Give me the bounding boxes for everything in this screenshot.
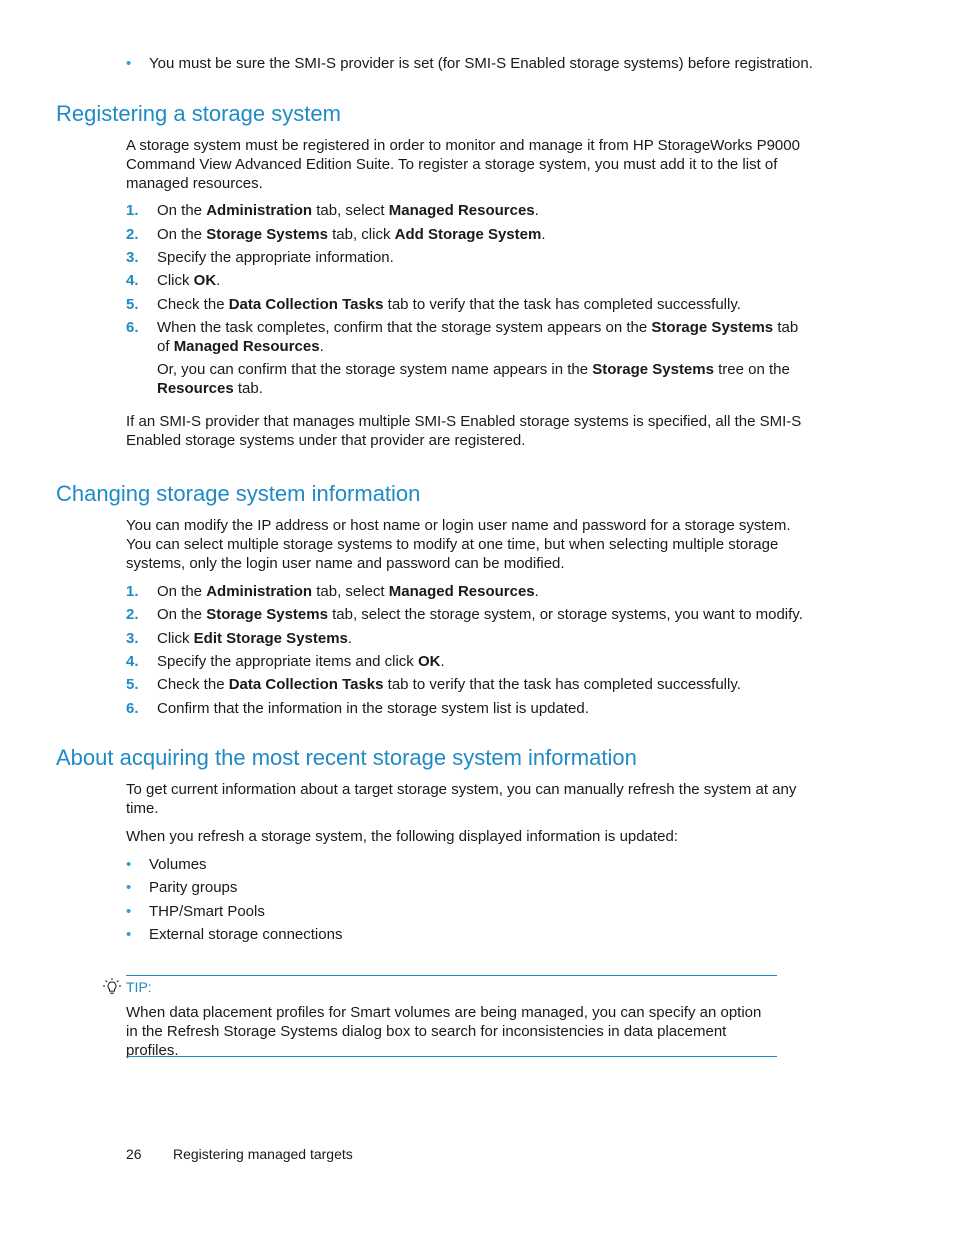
lightbulb-icon [102, 977, 122, 997]
step-number: 6. [126, 319, 139, 336]
footer-page-number: 26 [126, 1146, 142, 1162]
bullet-marker: • [126, 903, 132, 920]
step-number: 5. [126, 676, 139, 693]
tip-top-rule [126, 975, 777, 976]
section-heading-changing: Changing storage system information [56, 481, 421, 506]
section1-paragraph: A storage system must be registered in order to monitor and manage it from HP StorageWorks P9000 Command View Advanced Edition Suite. To register a storage system, you must add it to the list of managed resources. [126, 137, 800, 192]
step-number: 5. [126, 296, 139, 313]
step-number: 2. [126, 606, 139, 623]
step-number: 4. [126, 272, 139, 289]
step-text: Specify the appropriate information. [157, 249, 394, 266]
step-number: 6. [126, 700, 139, 717]
step-text: Click Edit Storage Systems. [157, 630, 353, 647]
step-text: On the Administration tab, select Managed Resources. [157, 583, 539, 600]
section3-paragraph-2: When you refresh a storage system, the following displayed information is updated: [126, 828, 678, 845]
step-text: On the Administration tab, select Managed Resources. [157, 202, 539, 219]
step-number: 3. [126, 630, 139, 647]
step-text: Check the Data Collection Tasks tab to verify that the task has completed successfully. [157, 296, 741, 313]
step-number: 2. [126, 226, 139, 243]
step-number: 3. [126, 249, 139, 266]
step-text: On the Storage Systems tab, click Add Storage System. [157, 226, 546, 243]
footer-title: Registering managed targets [173, 1146, 353, 1162]
intro-bullet-text: You must be sure the SMI-S provider is set (for SMI-S Enabled storage systems) before registration. [149, 55, 813, 72]
step-number: 1. [126, 583, 139, 600]
bullet-marker: • [126, 926, 132, 943]
section3-paragraph-1: To get current information about a target storage system, you can manually refresh the system at any time. [126, 781, 797, 817]
step-number: 4. [126, 653, 139, 670]
tip-text: When data placement profiles for Smart volumes are being managed, you can specify an option in the Refresh Storage Systems dialog box to search for inconsistencies in data placement profiles. [126, 1004, 762, 1059]
section2-paragraph: You can modify the IP address or host name or login user name and password for a storage system. You can select multiple storage systems to modify at one time, but when selecting multiple storage systems, only the login user name and password can be modified. [126, 517, 791, 572]
bullet-marker: • [126, 55, 132, 72]
section-heading-acquiring: About acquiring the most recent storage system information [56, 745, 637, 770]
bullet-marker: • [126, 879, 132, 896]
step-text: When the task completes, confirm that the storage system appears on the Storage Systems tab of Managed Resources. [157, 319, 799, 355]
step-note-text: Or, you can confirm that the storage system name appears in the Storage Systems tree on the Resources tab. [157, 361, 790, 397]
tip-label: TIP: [126, 979, 152, 995]
step-number: 1. [126, 202, 139, 219]
section-heading-registering: Registering a storage system [56, 101, 341, 126]
section1-closing-paragraph: If an SMI-S provider that manages multiple SMI-S Enabled storage systems is specified, all the SMI-S Enabled storage systems under that provider are registered. [126, 413, 802, 449]
step-text: On the Storage Systems tab, select the storage system, or storage systems, you want to modify. [157, 606, 803, 623]
tip-bottom-rule [126, 1056, 777, 1057]
step-text: Check the Data Collection Tasks tab to verify that the task has completed successfully. [157, 676, 741, 693]
step-text: Click OK. [157, 272, 221, 289]
document-page: • You must be sure the SMI-S provider is set (for SMI-S Enabled storage systems) before registration. Registering a storage system A storage system must be registered in order to monitor and manage it from HP StorageWorks P9000 Command View Advanced Edition Suite. To register a storage system, you must add it to the list of managed resources. 1. On the Administration tab, select Managed Resources. 2. On the Storage Systems tab, click Add Storage System. 3. Specify the appropriate information. 4. Click OK. 5. Check the Data Collection Tasks tab to verify that the task has completed successfully. 6. When the task completes, confirm that the storage system appears on the Storage Systems tab of Managed Resources. Or, you can confirm that the storage system name appears in the Storage Systems tree on the Resources tab. If an SMI-S provider that manages multiple SMI-S Enabled storage systems is specified, all the SMI-S Enabled storage systems under that provider are registered. Changing storage system information You can modify the IP address or host name or login user name and password for a storage system. You can select multiple storage systems to modify at one time, but when selecting multiple storage systems, only the login user name and password can be modified. 1. On the Administration tab, select Managed Resources. 2. On the Storage Systems tab, select the storage system, or storage systems, you want to modify. 3. Click Edit Storage Systems. 4. Specify the appropriate items and click OK. 5. Check the Data Collection Tasks tab to verify that the task has completed successfully. 6. Confirm that the information in the storage system list is updated. About acquiring the most recent storage system information To get current information about a target storage system, you can manually refresh the system at any time. When you refresh a storage system, the following displayed information is updated: • Volumes • Parity groups • THP/Smart Pools • External storage connections TIP: When data placement profiles for Smart volumes are being managed, you can specify an option in the Refresh Storage Systems dialog box to search for inconsistencies in data placement profiles. 26 Registering managed targets [56, 55, 813, 1162]
step-text: Confirm that the information in the storage system list is updated. [157, 700, 589, 717]
step-text: Specify the appropriate items and click OK. [157, 653, 445, 670]
bullet-marker: • [126, 856, 132, 873]
